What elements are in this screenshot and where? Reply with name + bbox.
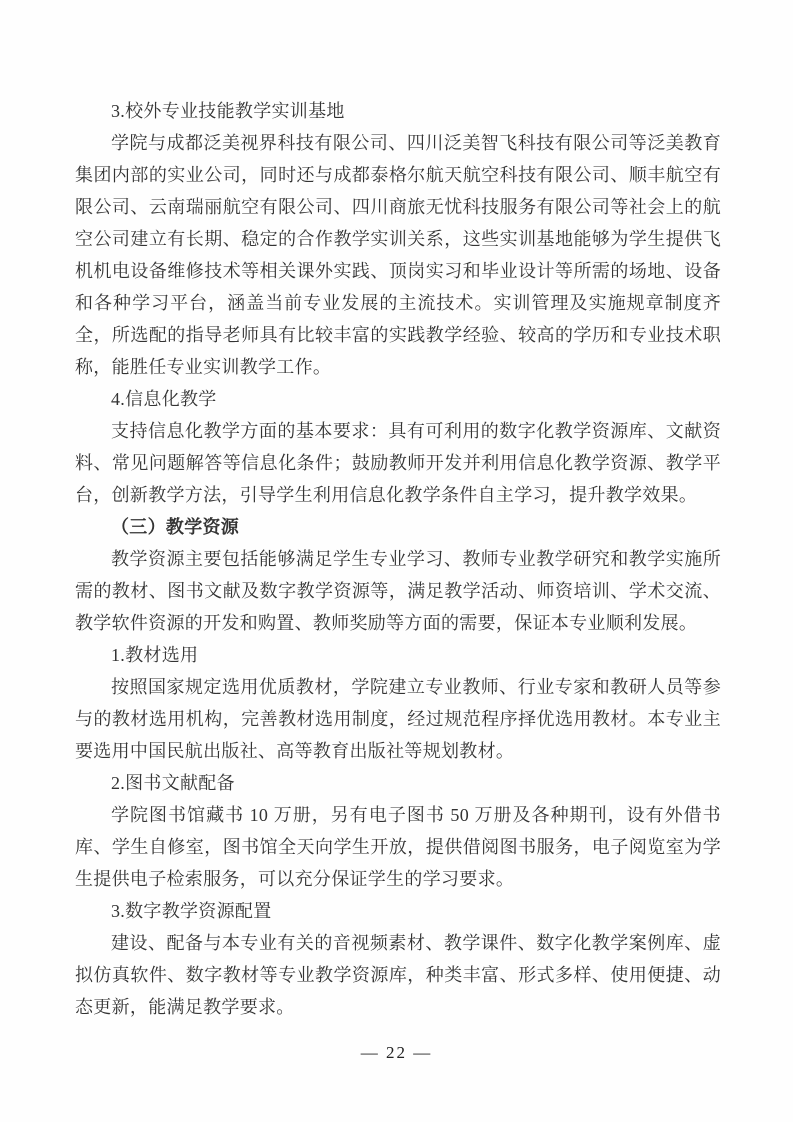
paragraph-offcampus-training-base: 学院与成都泛美视界科技有限公司、四川泛美智飞科技有限公司等泛美教育集团内部的实业公司，同时还与成都泰格尔航天航空科技有限公司、顺丰航空有限公司、云南瑞丽航空有限公司、四川商旅无忧科技服务有限公司等社会上的航空公司建立有长期、稳定的合作教学实训关系，这些实训基地能够为学生提供飞机机电设备维修技术等相关课外实践、顶岗实习和毕业设计等所需的场地、设备和各种学习平台，涵盖当前专业发展的主流技术。实训管理及实施规章制度齐全，所选配的指导老师具有比较丰富的实践教学经验、较高的学历和专业技术职称，能胜任专业实训教学工作。: [75, 133, 721, 377]
subsection-heading-offcampus-training-base: 3.校外专业技能教学实训基地: [111, 101, 345, 121]
subsection-heading-textbook-selection: 1.教材选用: [111, 645, 199, 665]
paragraph-digital-resources: 建设、配备与本专业有关的音视频素材、教学课件、数字化教学案例库、虚拟仿真软件、数字教材等专业教学资源库，种类丰富、形式多样、使用便捷、动态更新，能满足教学要求。: [75, 933, 721, 1017]
subsection-heading-informatized-teaching: 4.信息化教学: [111, 389, 217, 409]
paragraph-textbook-selection: 按照国家规定选用优质教材，学院建立专业教师、行业专家和教研人员等参与的教材选用机构，完善教材选用制度，经过规范程序择优选用教材。本专业主要选用中国民航出版社、高等教育出版社等规划教材。: [75, 677, 721, 761]
paragraph-library-literature: 学院图书馆藏书 10 万册，另有电子图书 50 万册及各种期刊，设有外借书库、学生自修室，图书馆全天向学生开放，提供借阅图书服务，电子阅览室为学生提供电子检索服务，可以充分保证学生的学习要求。: [75, 805, 721, 889]
subsection-heading-library-literature: 2.图书文献配备: [111, 773, 235, 793]
section-heading-teaching-resources: （三）教学资源: [111, 517, 240, 537]
paragraph-teaching-resources-overview: 教学资源主要包括能够满足学生专业学习、教师专业教学研究和教学实施所需的教材、图书文献及数字教学资源等，满足教学活动、师资培训、学术交流、教学软件资源的开发和购置、教师奖励等方面的需要，保证本专业顺利发展。: [75, 549, 721, 633]
paragraph-informatized-teaching: 支持信息化教学方面的基本要求：具有可利用的数字化教学资源库、文献资料、常见问题解答等信息化条件；鼓励教师开发并利用信息化教学资源、教学平台，创新教学方法，引导学生利用信息化教学条件自主学习，提升教学效果。: [75, 421, 721, 505]
document-body: [75, 95, 721, 1023]
page-number: — 22 —: [360, 1043, 433, 1062]
subsection-heading-digital-resources: 3.数字教学资源配置: [111, 901, 272, 921]
